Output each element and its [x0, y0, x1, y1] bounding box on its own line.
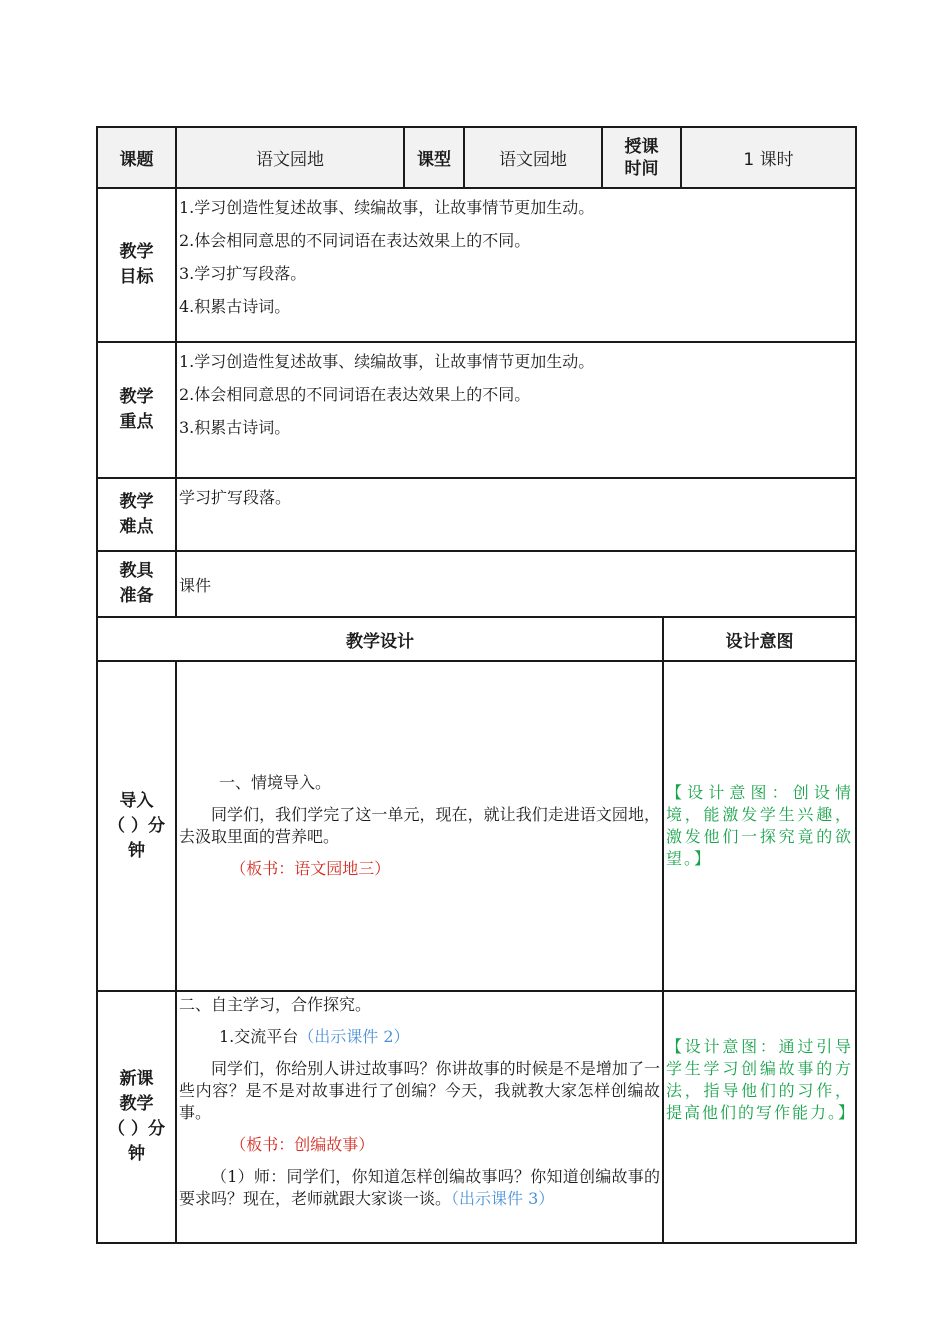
- materials-label: [97, 551, 176, 617]
- design-header-row: [97, 617, 856, 661]
- objectives-row: [97, 188, 856, 342]
- materials-label-line2: 准备: [119, 586, 154, 606]
- objectives-label-line2: 目标: [119, 267, 154, 287]
- key-point-item: 2.体会相同意思的不同词语在表达效果上的不同。: [179, 385, 531, 404]
- difficulties-label: [97, 478, 176, 551]
- intro-label-line1: 导入: [119, 790, 154, 811]
- teacher-text: （1）师：同学们，你知道怎样创编故事吗？你知道创编故事的要求吗？现在，老师就跟大家谈一谈。: [179, 1167, 660, 1208]
- key-points-row: [97, 342, 856, 478]
- new-lesson-paragraph: 同学们，你给别人讲过故事吗？你讲故事的时候是不是增加了一些内容？是不是对故事进行了创编？今天，我就教大家怎样创编故事。: [179, 1059, 660, 1122]
- objective-item: 1.学习创造性复述故事、续编故事，让故事情节更加生动。: [179, 198, 595, 217]
- intro-paragraph: 同学们，我们学完了这一单元，现在，就让我们走进语文园地，去汲取里面的营养吧。: [179, 805, 660, 846]
- objectives-content: [176, 188, 856, 342]
- difficulties-content: [176, 478, 856, 551]
- difficulties-text: 学习扩写段落。: [179, 488, 292, 507]
- difficulties-label-line2: 难点: [119, 516, 154, 537]
- new-lesson-intent: 【设计意图：通过引导学生学习创编故事的方法，指导他们的习作，提高他们的写作能力。】: [663, 991, 856, 1243]
- new-lesson-row: [97, 991, 856, 1243]
- subheading-courseware: （出示课件 2）: [298, 1027, 410, 1046]
- intro-heading: 一、情境导入。: [219, 773, 332, 792]
- difficulties-label-line1: 教学: [119, 491, 154, 512]
- new-lesson-label: [97, 991, 176, 1243]
- new-lesson-board-note: （板书：创编故事）: [230, 1135, 375, 1154]
- type-label: 课型: [404, 127, 464, 188]
- intro-board-note: （板书：语文园地三）: [230, 859, 391, 878]
- teacher-courseware: （出示课件 3）: [451, 1189, 555, 1208]
- key-point-item: 3.积累古诗词。: [179, 418, 291, 437]
- materials-label-line1: 教具: [119, 561, 154, 581]
- time-label-line1: 授课: [624, 136, 659, 157]
- design-main-heading: 教学设计: [97, 617, 663, 661]
- objectives-label-line1: 教学: [119, 242, 154, 262]
- intro-label-line3: 钟: [128, 840, 145, 861]
- new-lesson-label-line3: （ ）分: [108, 1119, 165, 1139]
- key-points-content: [176, 342, 856, 478]
- key-points-label-line2: 重点: [119, 412, 154, 432]
- intro-intent: 【设计意图：创设情境，能激发学生兴趣，激发他们一探究竟的欲望。】: [663, 661, 856, 991]
- type-value: 语文园地: [464, 127, 602, 188]
- new-lesson-label-line2: 教学: [119, 1094, 154, 1114]
- time-label-line2: 时间: [624, 158, 659, 179]
- new-lesson-teacher: [179, 1166, 660, 1210]
- time-value: 1 课时: [681, 127, 856, 188]
- time-label: [602, 127, 681, 188]
- intro-label-line2: （ ）分: [108, 815, 165, 836]
- materials-row: [97, 551, 856, 617]
- intro-row: [97, 661, 856, 991]
- materials-text: 课件: [179, 575, 212, 595]
- key-point-item: 1.学习创造性复述故事、续编故事，让故事情节更加生动。: [179, 352, 595, 371]
- design-intent-heading: 设计意图: [663, 617, 856, 661]
- objectives-label: [97, 188, 176, 342]
- objective-item: 2.体会相同意思的不同词语在表达效果上的不同。: [179, 231, 531, 250]
- key-points-label-line1: 教学: [119, 387, 154, 407]
- materials-content: [176, 551, 856, 617]
- intro-label: [97, 661, 176, 991]
- new-lesson-subheading: [179, 1026, 660, 1048]
- lesson-info-table: [96, 126, 857, 618]
- topic-value: 语文园地: [176, 127, 404, 188]
- new-lesson-content: [176, 991, 663, 1243]
- key-points-label: [97, 342, 176, 478]
- new-lesson-label-line1: 新课: [119, 1069, 154, 1089]
- new-lesson-heading: 二、自主学习，合作探究。: [179, 995, 372, 1014]
- topic-label: 课题: [97, 127, 176, 188]
- objective-item: 3.学习扩写段落。: [179, 264, 307, 283]
- difficulties-row: [97, 478, 856, 551]
- lesson-design-table: [96, 616, 857, 1244]
- new-lesson-label-line4: 钟: [128, 1144, 145, 1164]
- objective-item: 4.积累古诗词。: [179, 297, 291, 316]
- intro-content: [176, 661, 663, 991]
- header-row: [97, 127, 856, 188]
- subheading-text: 1.交流平台: [219, 1027, 299, 1046]
